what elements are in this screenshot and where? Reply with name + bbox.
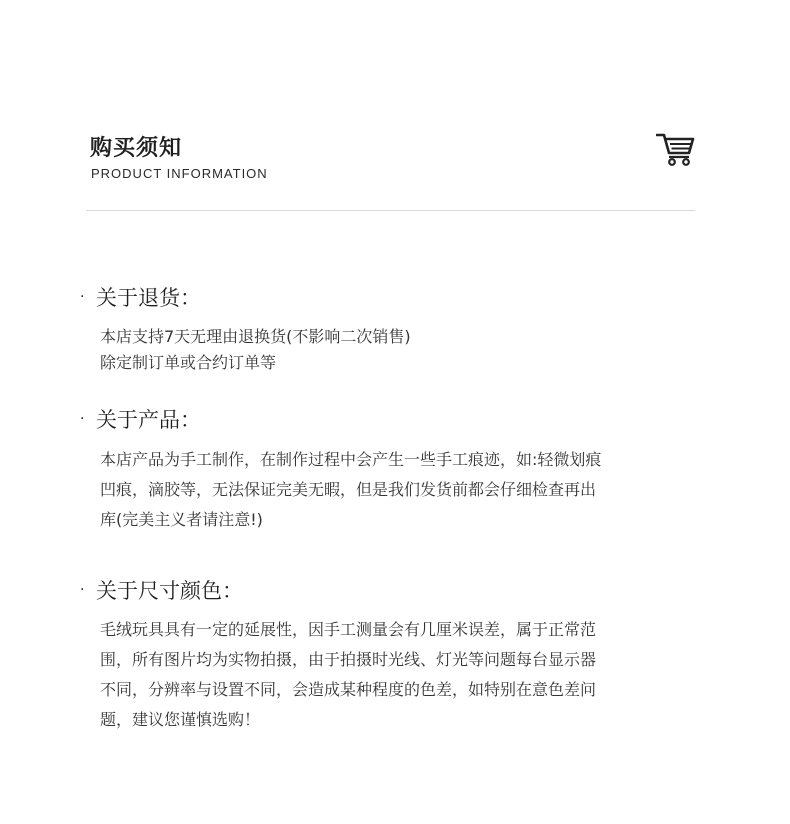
body-line: 凹痕，滴胶等，无法保证完美无暇，但是我们发货前都会仔细检查再出 bbox=[100, 480, 597, 499]
header-divider bbox=[86, 210, 695, 211]
section-heading-size-color bbox=[80, 575, 243, 605]
bullet-dot: · bbox=[80, 582, 85, 598]
page-title: 购买须知 bbox=[90, 136, 183, 161]
section-heading-label: 关于产品： bbox=[96, 408, 201, 432]
section-heading-returns bbox=[80, 282, 201, 312]
section-heading-label: 关于尺寸颜色： bbox=[96, 579, 243, 603]
body-line: 本店支持7天无理由退换货(不影响二次销售) bbox=[100, 327, 411, 346]
body-line: 毛绒玩具具有一定的延展性，因手工测量会有几厘米误差，属于正常范 bbox=[100, 620, 597, 639]
body-line: 题，建议您谨慎选购！ bbox=[100, 710, 261, 729]
bullet-dot: · bbox=[80, 411, 85, 427]
body-line: 本店产品为手工制作，在制作过程中会产生一些手工痕迹，如:轻微划痕 bbox=[100, 450, 602, 469]
body-line: 库(完美主义者请注意!) bbox=[100, 510, 263, 529]
body-line: 除定制订单或合约订单等 bbox=[100, 353, 277, 372]
body-line: 围，所有图片均为实物拍摄，由于拍摄时光线、灯光等问题每台显示器 bbox=[100, 650, 597, 669]
section-body-product bbox=[100, 445, 601, 535]
bullet-dot: · bbox=[80, 289, 85, 305]
page-subtitle: PRODUCT INFORMATION bbox=[91, 166, 268, 181]
section-body-size-color bbox=[100, 615, 596, 735]
section-heading-product bbox=[80, 404, 201, 434]
shopping-cart-icon bbox=[656, 131, 696, 167]
body-line: 不同，分辨率与设置不同，会造成某种程度的色差，如特别在意色差问 bbox=[100, 680, 597, 699]
section-body-returns bbox=[100, 324, 411, 376]
section-heading-label: 关于退货： bbox=[96, 286, 201, 310]
